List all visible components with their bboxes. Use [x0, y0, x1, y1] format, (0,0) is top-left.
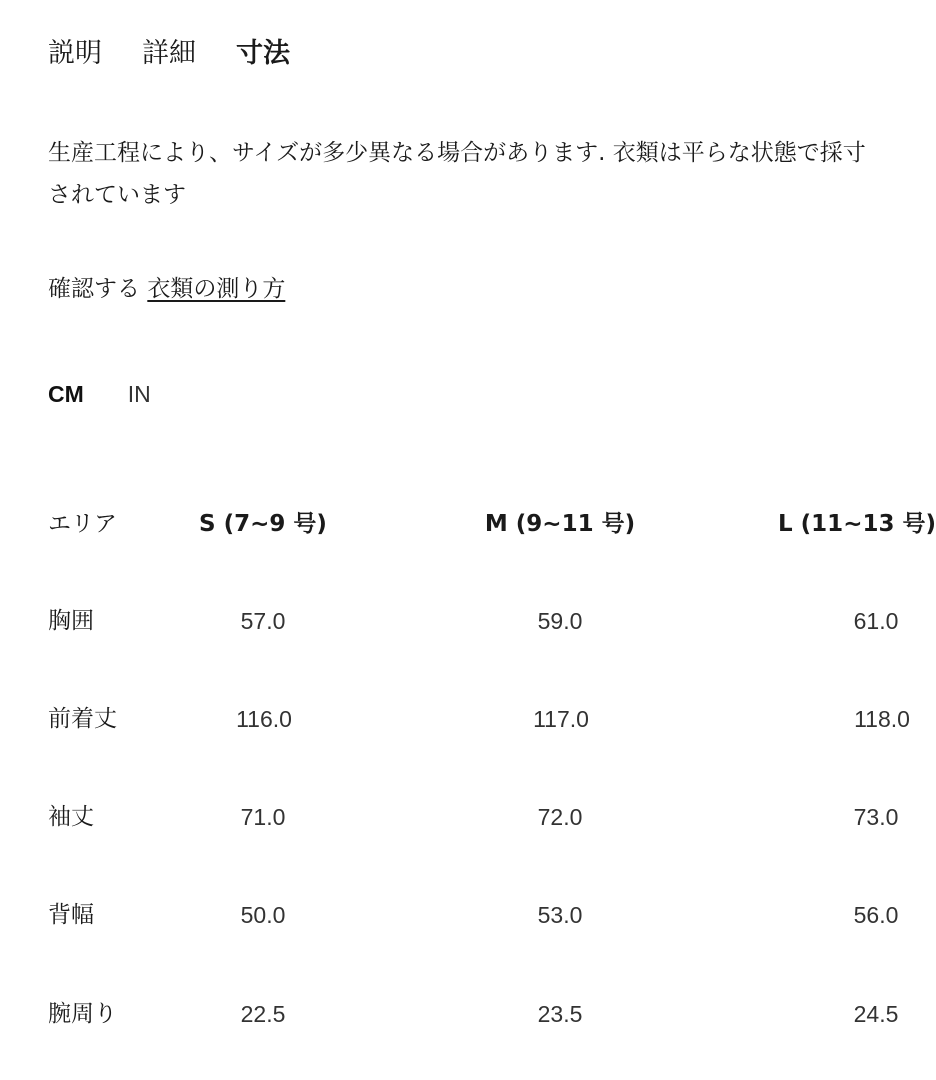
table-cell: 61.0: [853, 608, 899, 634]
table-cell: 22.5: [240, 1001, 286, 1027]
row-label-front-length: 前着丈: [48, 706, 117, 732]
column-header-s: S (7~9 号): [199, 511, 327, 537]
row-label-back-width: 背幅: [48, 902, 94, 928]
table-cell: 50.0: [240, 902, 286, 928]
tab-description[interactable]: 説明: [48, 38, 102, 69]
measure-guide-link[interactable]: 衣類の測り方: [147, 276, 286, 302]
table-cell: 117.0: [533, 706, 589, 732]
table-cell: 72.0: [537, 804, 583, 830]
column-header-l: L (11~13 号): [778, 511, 936, 537]
table-cell: 116.0: [236, 706, 292, 732]
unit-in[interactable]: IN: [127, 381, 151, 407]
size-note: 生産工程により、サイズが多少異なる場合があります. 衣類は平らな状態で採寸されています: [48, 140, 866, 208]
table-cell: 24.5: [853, 1001, 899, 1027]
column-header-m: M (9~11 号): [484, 511, 636, 537]
table-cell: 56.0: [853, 902, 899, 928]
table-cell: 118.0: [854, 706, 910, 732]
table-cell: 23.5: [537, 1001, 583, 1027]
unit-cm[interactable]: CM: [48, 381, 84, 407]
table-cell: 59.0: [537, 608, 583, 634]
table-cell: 71.0: [240, 804, 286, 830]
tab-details[interactable]: 詳細: [142, 38, 196, 69]
table-header-area: エリア: [48, 511, 117, 537]
table-cell: 57.0: [240, 608, 286, 634]
table-cell: 73.0: [853, 804, 899, 830]
row-label-chest: 胸囲: [48, 608, 94, 634]
measure-guide-prefix: 確認する: [48, 276, 140, 302]
row-label-arm-circumference: 腕周り: [48, 1001, 117, 1027]
tab-dimensions[interactable]: 寸法: [236, 38, 290, 69]
table-cell: 53.0: [537, 902, 583, 928]
row-label-sleeve-length: 袖丈: [48, 804, 94, 830]
